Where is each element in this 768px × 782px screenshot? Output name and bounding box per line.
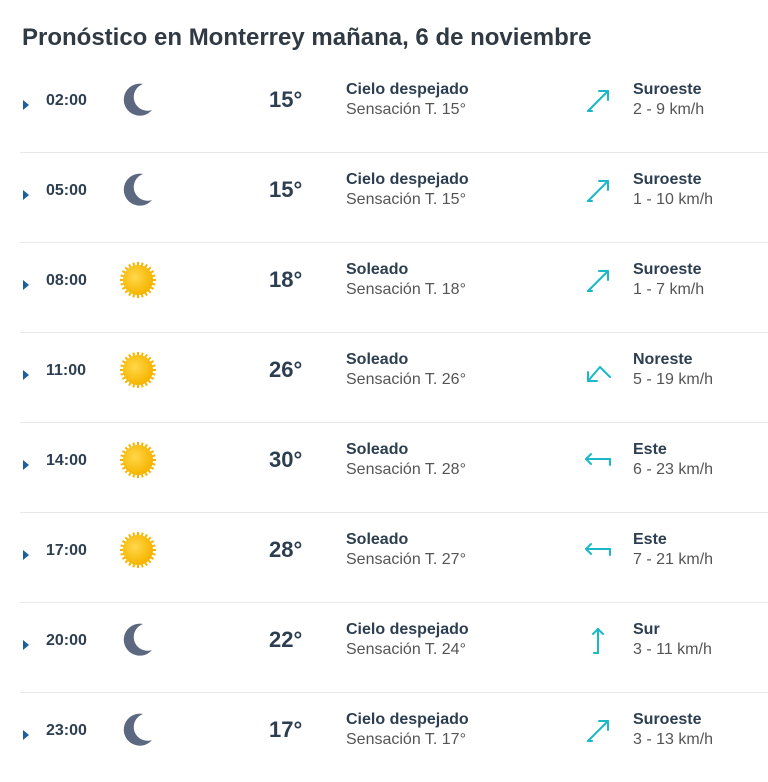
- wind-speed-label: 3 - 11 km/h: [633, 641, 712, 658]
- feels-like-label: Sensación T. 18°: [346, 281, 466, 298]
- forecast-time[interactable]: 08:00: [46, 272, 87, 289]
- condition-label: Cielo despejado: [346, 171, 469, 188]
- expand-caret-icon[interactable]: [23, 100, 29, 110]
- forecast-row[interactable]: [20, 423, 768, 513]
- sun-icon: [118, 350, 158, 390]
- temperature: 15°: [269, 87, 303, 112]
- wind-direction-label: Suroeste: [633, 711, 702, 728]
- feels-like-label: Sensación T. 17°: [346, 731, 466, 748]
- wind-direction-label: Suroeste: [633, 81, 702, 98]
- wind-direction-label: Este: [633, 531, 667, 548]
- moon-icon: [118, 620, 158, 660]
- condition-label: Cielo despejado: [346, 621, 469, 638]
- wind-east-icon: [582, 445, 614, 477]
- wind-speed-label: 2 - 9 km/h: [633, 101, 705, 118]
- sun-icon: [118, 260, 158, 300]
- wind-speed-label: 6 - 23 km/h: [633, 461, 714, 478]
- forecast-time[interactable]: 20:00: [46, 632, 87, 649]
- wind-speed-label: 3 - 13 km/h: [633, 731, 714, 748]
- condition-label: Cielo despejado: [346, 711, 469, 728]
- moon-icon: [118, 710, 158, 750]
- forecast-row[interactable]: [20, 513, 768, 603]
- expand-caret-icon[interactable]: [23, 460, 29, 470]
- wind-speed-label: 5 - 19 km/h: [633, 371, 714, 388]
- moon-icon: [118, 80, 158, 120]
- temperature: 22°: [269, 627, 303, 652]
- wind-southwest-icon: [582, 85, 614, 117]
- forecast-row[interactable]: [20, 243, 768, 333]
- expand-caret-icon[interactable]: [23, 370, 29, 380]
- wind-speed-label: 1 - 10 km/h: [633, 191, 714, 208]
- expand-caret-icon[interactable]: [23, 550, 29, 560]
- temperature: 28°: [269, 537, 303, 562]
- forecast-time[interactable]: 14:00: [46, 452, 87, 469]
- temperature: 17°: [269, 717, 303, 742]
- moon-icon: [118, 170, 158, 210]
- condition-label: Cielo despejado: [346, 81, 469, 98]
- condition-label: Soleado: [346, 261, 409, 278]
- feels-like-label: Sensación T. 15°: [346, 101, 466, 118]
- expand-caret-icon[interactable]: [23, 730, 29, 740]
- forecast-row[interactable]: [20, 63, 768, 153]
- expand-caret-icon[interactable]: [23, 190, 29, 200]
- condition-label: Soleado: [346, 531, 409, 548]
- condition-label: Soleado: [346, 441, 409, 458]
- wind-speed-label: 1 - 7 km/h: [633, 281, 705, 298]
- feels-like-label: Sensación T. 26°: [346, 371, 466, 388]
- wind-direction-label: Este: [633, 441, 667, 458]
- wind-southwest-icon: [582, 175, 614, 207]
- wind-south-icon: [582, 625, 614, 657]
- forecast-time[interactable]: 05:00: [46, 182, 87, 199]
- wind-direction-label: Suroeste: [633, 171, 702, 188]
- wind-direction-label: Suroeste: [633, 261, 702, 278]
- wind-direction-label: Noreste: [633, 351, 693, 368]
- sun-icon: [118, 530, 158, 570]
- forecast-row[interactable]: [20, 153, 768, 243]
- sun-icon: [118, 440, 158, 480]
- forecast-time[interactable]: 23:00: [46, 722, 87, 739]
- temperature: 26°: [269, 357, 303, 382]
- wind-northeast-icon: [582, 355, 614, 387]
- feels-like-label: Sensación T. 28°: [346, 461, 466, 478]
- feels-like-label: Sensación T. 15°: [346, 191, 466, 208]
- wind-speed-label: 7 - 21 km/h: [633, 551, 714, 568]
- forecast-time[interactable]: 11:00: [46, 362, 87, 379]
- temperature: 18°: [269, 267, 303, 292]
- wind-southwest-icon: [582, 265, 614, 297]
- forecast-time[interactable]: 02:00: [46, 92, 87, 109]
- condition-label: Soleado: [346, 351, 409, 368]
- forecast-time[interactable]: 17:00: [46, 542, 87, 559]
- temperature: 15°: [269, 177, 303, 202]
- expand-caret-icon[interactable]: [23, 640, 29, 650]
- feels-like-label: Sensación T. 27°: [346, 551, 466, 568]
- page-title: Pronóstico en Monterrey mañana, 6 de noviembre: [22, 24, 592, 51]
- forecast-row[interactable]: [20, 693, 768, 782]
- hourly-forecast-list: [20, 63, 768, 782]
- temperature: 30°: [269, 447, 303, 472]
- forecast-row[interactable]: [20, 333, 768, 423]
- wind-east-icon: [582, 535, 614, 567]
- wind-southwest-icon: [582, 715, 614, 747]
- expand-caret-icon[interactable]: [23, 280, 29, 290]
- feels-like-label: Sensación T. 24°: [346, 641, 466, 658]
- wind-direction-label: Sur: [633, 621, 660, 638]
- forecast-row[interactable]: [20, 603, 768, 693]
